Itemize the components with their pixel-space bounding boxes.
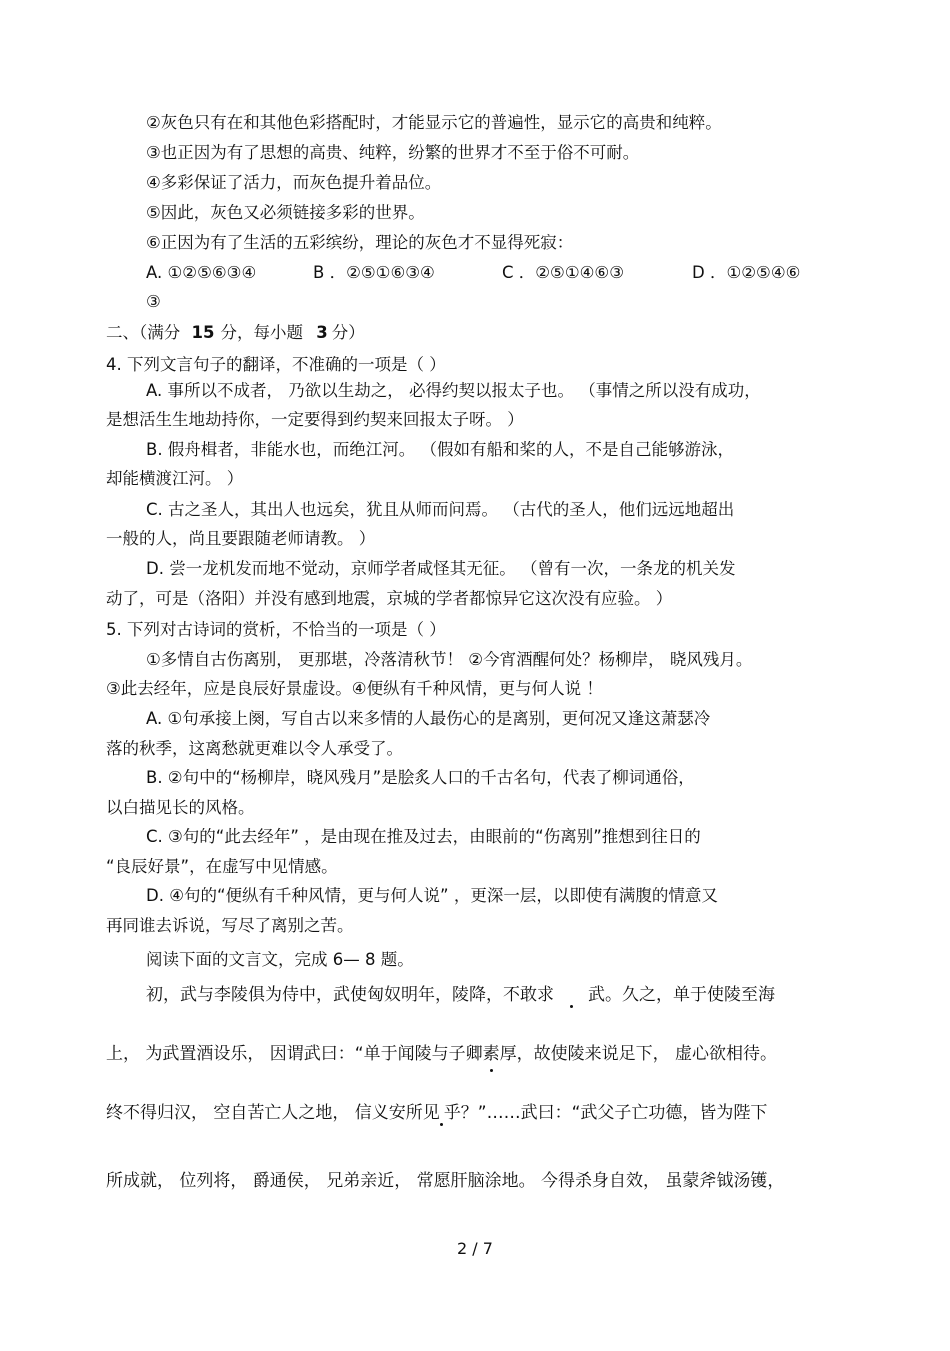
q4-option-d-line2: 动了，可是（洛阳）并没有感到地震，京城的学者都惊异它这次没有应验。 ） <box>106 589 673 608</box>
q4-option-a-line1: A. 事所以不成者， 乃欲以生劫之， 必得约契以报太子也。 （事情之所以没有成功， <box>146 381 761 400</box>
heading-end: 分） <box>331 323 365 342</box>
option-a: A. ①②⑤⑥③④ <box>146 263 257 282</box>
q5-option-c-line1: C. ③句的“此去经年” ，是由现在推及过去，由眼前的“伤离别”推想到往日的 <box>146 827 701 846</box>
q4-option-c-line2: 一般的人，尚且要跟随老师请教。 ） <box>106 529 376 548</box>
passage-line2-a: 上， 为武置酒设乐， 因谓武曰：“单于闻陵与子卿 <box>106 1044 483 1064</box>
q4-option-d-line1: D. 尝一龙机发而地不觉动，京师学者咸怪其无征。 （曾有一次，一条龙的机关发 <box>146 559 736 578</box>
passage-line1-b: 武。久之，单于使陵至海 <box>588 985 775 1005</box>
q5-option-b-line1: B. ②句中的“杨柳岸，晓风残月”是脍炙人口的千古名句，代表了柳词通俗， <box>146 768 695 787</box>
question-5-stem: 5. 下列对古诗词的赏析，不恰当的一项是（ ） <box>106 620 446 639</box>
q4-option-b-line2: 却能横渡江河。 ） <box>106 469 244 488</box>
q5-option-c-line2: “良辰好景”，在虚写中见情感。 <box>106 857 338 876</box>
passage-line4: 所成就， 位列将， 爵通侯， 兄弟亲近， 常愿肝脑涂地。 今得杀身自效， 虽蒙斧钺汤镬， <box>106 1171 785 1191</box>
q4-option-c-line1: C. 古之圣人，其出人也远矣，犹且从师而问焉。 （古代的圣人，他们远远地超出 <box>146 500 735 519</box>
ordering-item-5: ⑤因此，灰色又必须链接多彩的世界。 <box>146 203 425 222</box>
option-d-wrap: ③ <box>146 292 161 311</box>
passage-line3-a: 终不得归汉， 空自苦亡人之地， 信义安所见 <box>106 1103 440 1123</box>
ordering-item-4: ④多彩保证了活力，而灰色提升着品位。 <box>146 173 442 192</box>
passage-line1 <box>146 984 775 1006</box>
emphasized-char: 素 <box>482 1044 500 1064</box>
heading-prefix: 二、（满分 <box>106 323 181 342</box>
option-b: B ．②⑤①⑥③④ <box>313 263 435 282</box>
total-score: 15 <box>191 323 215 342</box>
passage-line3 <box>106 1102 767 1124</box>
heading-middle: 分，每小题 <box>220 323 303 342</box>
q5-option-a-line2: 落的秋季，这离愁就更难以令人承受了。 <box>106 739 403 758</box>
q4-option-b-line1: B. 假舟楫者，非能水也，而绝江河。 （假如有船和桨的人，不是自己能够游泳， <box>146 440 735 459</box>
q5-option-d-line1: D. ④句的“便纵有千种风情，更与何人说” ，更深一层，以即使有满腹的情意又 <box>146 886 718 905</box>
reading-intro: 阅读下面的文言文，完成 6— 8 题。 <box>146 950 414 969</box>
passage-line2 <box>106 1043 777 1065</box>
ordering-item-2: ②灰色只有在和其他色彩搭配时，才能显示它的普遍性，显示它的高贵和纯粹。 <box>146 113 722 132</box>
question-4-stem: 4. 下列文言句子的翻译，不准确的一项是（ ） <box>106 355 446 374</box>
passage-line1-a: 初，武与李陵俱为侍中，武使匈奴明年，陵降，不敢求 <box>146 985 554 1005</box>
ordering-item-6: ⑥正因为有了生活的五彩缤纷，理论的灰色才不显得死寂： <box>146 233 574 252</box>
section-heading <box>106 322 365 344</box>
q4-option-a-line2: 是想活生生地劫持你，一定要得到约契来回报太子呀。 ） <box>106 410 524 429</box>
option-d: D ．①②⑤④⑥ <box>692 263 801 282</box>
poem-line1: ①多情自古伤离别， 更那堪，冷落清秋节！ ②今宵酒醒何处？杨柳岸， 晓风残月。 <box>146 650 753 669</box>
q5-option-a-line1: A. ①句承接上阕，写自古以来多情的人最伤心的是离别，更何况又逢这萧瑟冷 <box>146 709 711 728</box>
q5-option-b-line2: 以白描见长的风格。 <box>106 798 255 817</box>
option-c: C ．②⑤①④⑥③ <box>502 263 625 282</box>
q5-option-d-line2: 再同谁去诉说，写尽了离别之苦。 <box>106 916 354 935</box>
poem-line2: ③此去经年，应是良辰好景虚设。④便纵有千种风情，更与何人说 ！ <box>106 679 603 698</box>
per-question-score: 3 <box>316 323 328 342</box>
passage-line2-b: 厚，故使陵来说足下， 虚心欲相待。 <box>499 1044 778 1064</box>
passage-line3-b: 乎？”……武曰：“武父子亡功德，皆为陛下 <box>443 1103 768 1123</box>
page-number: 2 / 7 <box>457 1239 493 1258</box>
ordering-item-3: ③也正因为有了思想的高贵、纯粹，纷繁的世界才不至于俗不可耐。 <box>146 143 640 162</box>
